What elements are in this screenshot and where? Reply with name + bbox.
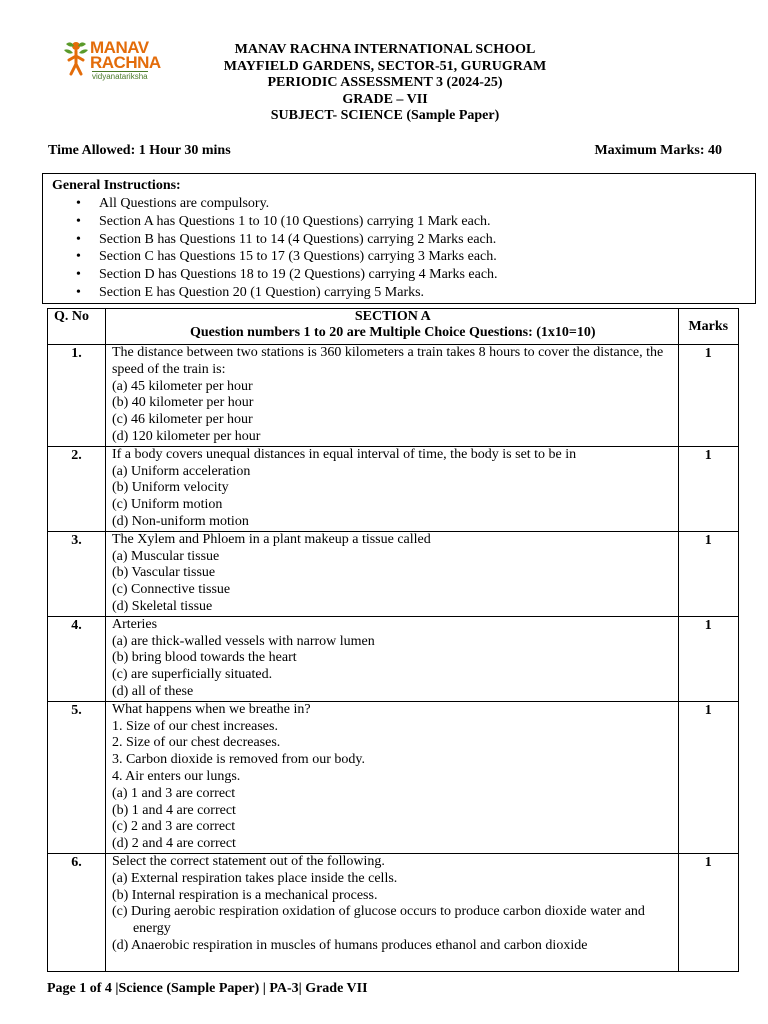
question-marks: 1 (704, 617, 712, 633)
logo-tagline: vidyanatariksha (92, 72, 148, 81)
statement: 1. Size of our chest increases. (111, 718, 278, 734)
instruction-item: • Section B has Questions 11 to 14 (4 Questions) carrying 2 Marks each. (99, 231, 498, 249)
option: (c) 46 kilometer per hour (111, 412, 253, 428)
option: (a) Uniform acceleration (111, 463, 251, 479)
school-logo (62, 38, 172, 82)
exam-meta (48, 143, 722, 159)
option: (a) are thick-walled vessels with narrow lumen (111, 633, 375, 649)
question-marks: 1 (704, 854, 712, 870)
question-text: The distance between two stations is 360 kilometers a train takes 8 hours to cover the distance, the speed of the train is: (111, 345, 664, 377)
instruction-item: • Section E has Question 20 (1 Question) carrying 5 Marks. (99, 284, 498, 302)
qno-header: Q. No (48, 309, 106, 345)
option: (c) Connective tissue (111, 582, 231, 598)
instruction-item: • Section A has Questions 1 to 10 (10 Questions) carrying 1 Mark each. (99, 213, 498, 231)
section-title: SECTION A (354, 309, 431, 324)
question-number: 5. (71, 702, 82, 718)
option: (d) Anaerobic respiration in muscles of humans produces ethanol and carbon dioxide (111, 937, 588, 953)
grade-label: GRADE – VII (342, 91, 428, 107)
time-allowed: Time Allowed: 1 Hour 30 mins (48, 143, 231, 158)
question-number: 1. (71, 346, 82, 361)
instructions-list (43, 195, 498, 302)
option: (d) 2 and 4 are correct (111, 836, 236, 852)
question-number: 3. (71, 532, 82, 548)
statement: 4. Air enters our lungs. (111, 768, 241, 784)
statement: 2. Size of our chest decreases. (111, 735, 281, 751)
question-text: If a body covers unequal distances in equal interval of time, the body is set to be in (111, 446, 577, 462)
option: (d) all of these (111, 683, 194, 699)
table-row (48, 531, 739, 616)
question-body (105, 853, 678, 971)
option: (b) bring blood towards the heart (111, 650, 297, 666)
question-body (105, 616, 678, 701)
option: (b) 40 kilometer per hour (111, 395, 254, 411)
question-text: What happens when we breathe in? (111, 701, 311, 717)
option: (d) 120 kilometer per hour (111, 428, 261, 444)
instructions-title: General Instructions: (52, 178, 181, 193)
question-body (105, 446, 678, 531)
option: (c) 2 and 3 are correct (111, 819, 236, 835)
questions-table (47, 308, 739, 972)
table-row (48, 345, 739, 447)
option: (a) Muscular tissue (111, 548, 220, 564)
section-note: Question numbers 1 to 20 are Multiple Choice Questions: (1x10=10) (189, 325, 596, 340)
table-row (48, 616, 739, 701)
option: (a) 45 kilometer per hour (111, 378, 253, 394)
question-marks: 1 (704, 532, 712, 548)
table-row (48, 701, 739, 853)
paper-header (190, 42, 580, 125)
question-number: 6. (71, 854, 82, 870)
option: (b) Uniform velocity (111, 480, 229, 496)
school-address: MAYFIELD GARDENS, SECTOR-51, GURUGRAM (223, 58, 547, 74)
question-text: The Xylem and Phloem in a plant makeup a tissue called (111, 531, 431, 547)
question-body (105, 531, 678, 616)
question-marks: 1 (704, 447, 712, 463)
option: (c) Uniform motion (111, 497, 223, 513)
logo-wordmark: MANAV RACHNA (90, 38, 161, 72)
question-text: Select the correct statement out of the following. (111, 853, 385, 869)
question-number: 2. (71, 447, 82, 463)
option: (d) Non-uniform motion (111, 513, 249, 529)
subject-label: SUBJECT- SCIENCE (Sample Paper) (270, 108, 500, 123)
section-header (105, 309, 678, 345)
option: (c) During aerobic respiration oxidation of glucose occurs to produce carbon dioxide water and energy (111, 904, 645, 937)
option: (a) 1 and 3 are correct (111, 785, 236, 801)
maximum-marks: Maximum Marks: 40 (594, 143, 722, 158)
question-marks: 1 (704, 346, 712, 361)
option: (c) are superficially situated. (111, 667, 273, 683)
instruction-item: • Section D has Questions 18 to 19 (2 Questions) carrying 4 Marks each. (99, 266, 498, 284)
option: (b) Vascular tissue (111, 565, 216, 581)
option: (b) 1 and 4 are correct (111, 802, 236, 818)
school-name: MANAV RACHNA INTERNATIONAL SCHOOL (234, 42, 536, 57)
general-instructions (42, 173, 756, 304)
question-body (105, 345, 678, 447)
statement: 3. Carbon dioxide is removed from our body. (111, 752, 365, 768)
assessment-title: PERIODIC ASSESSMENT 3 (2024-25) (267, 75, 503, 90)
instruction-item: • Section C has Questions 15 to 17 (3 Questions) carrying 3 Marks each. (99, 248, 498, 266)
question-number: 4. (71, 617, 82, 633)
question-text: Arteries (111, 616, 158, 632)
marks-header: Marks (678, 309, 738, 345)
option: (b) Internal respiration is a mechanical process. (111, 887, 378, 903)
question-body (105, 701, 678, 853)
person-leaf-icon (62, 38, 90, 78)
table-header-row (48, 309, 739, 345)
table-row (48, 853, 739, 971)
option: (a) External respiration takes place inside the cells. (111, 870, 398, 886)
page-footer: Page 1 of 4 |Science (Sample Paper) | PA-3| Grade VII (47, 981, 368, 996)
instruction-item: • All Questions are compulsory. (99, 195, 498, 213)
option: (d) Skeletal tissue (111, 598, 213, 614)
question-marks: 1 (704, 702, 712, 718)
table-row (48, 446, 739, 531)
